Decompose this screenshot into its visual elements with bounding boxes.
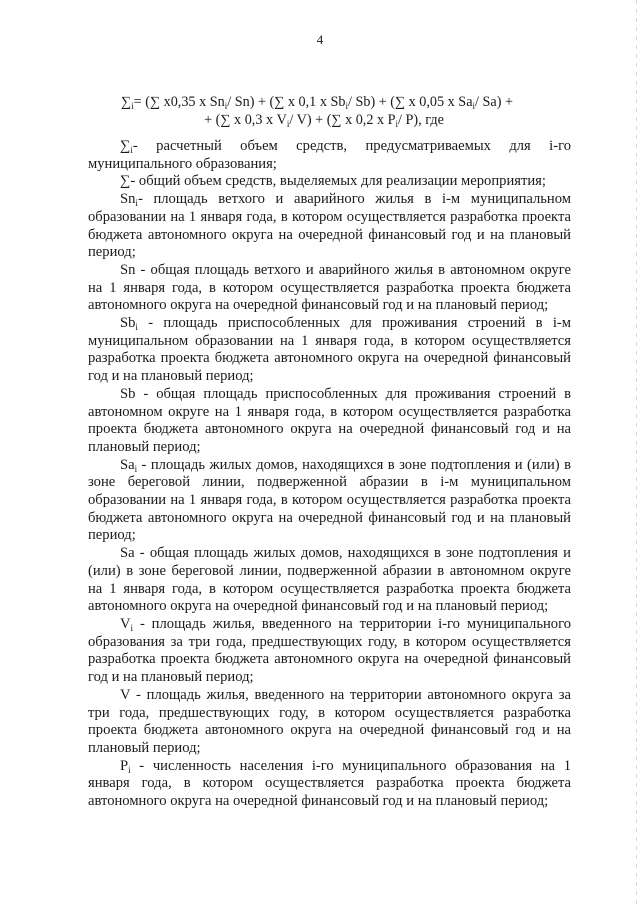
page-edge-mark — [636, 0, 637, 905]
definition-paragraph: $Sa_i$ - площадь жилых домов, находящихся в зоне подтопления и (или) в зоне береговой линии, подверженной абразии в i-м муниципальном образовании на 1 января года, в котором осуществляется разработка проекта бюджета автономного округа на очередной финансовый год и на плановый период; — [88, 456, 571, 544]
page-number: 4 — [316, 32, 324, 47]
definition-paragraph: Sn - общая площадь ветхого и аварийного жилья в автономном округе на 1 января года, в котором осуществляется разработка проекта бюджета автономного округа на очередной финансовый год и на плановый период; — [88, 261, 571, 314]
definition-paragraph: Sb - общая площадь приспособленных для проживания строений в автономном округе на 1 января года, в котором осуществляется разработка проекта бюджета автономного округа на очередной финансовый год и на плановый период; — [88, 385, 571, 455]
definition-paragraph: V - площадь жилья, введенного на территории автономного округа за три года, предшествующих году, в котором осуществляется разработка проекта бюджета автономного округа на очередной финансовый год и на плановый период; — [88, 686, 571, 756]
definition-paragraph: $V_i$ - площадь жилья, введенного на территории i-го муниципального образования за три года, предшествующих году, в котором осуществляется разработка проекта бюджета автономного округа на очередной финансовый год и на плановый период; — [88, 615, 571, 686]
formula-line-2: + (∑ х 0,3 х $V_i/$ V) + (∑ х 0,2 х $P_i/$ P), где — [204, 112, 444, 129]
definition-paragraph: $P_i$ - численность населения i-го муниципального образования на 1 января года, в котором осуществляется разработка проекта бюджета автономного округа на очередной финансовый год и на плановый период; — [88, 757, 571, 810]
definition-paragraph: $\sum_i-$ расчетный объем средств, предусматриваемых для i-го муниципального образования; — [88, 138, 571, 172]
definition-paragraph: ∑- общий объем средств, выделяемых для реализации мероприятия; — [120, 173, 546, 190]
definition-paragraph: $Sb_i$ - площадь приспособленных для проживания строений в i-м муниципальном образовании на 1 января года, в котором осуществляется разработка проекта бюджета автономного округа на очередной финансовый год и на плановый период; — [88, 315, 571, 385]
definitions-text — [88, 138, 571, 811]
definition-paragraph: $Sn_i-$ площадь ветхого и аварийного жилья в i-м муниципальном образовании на 1 января года, в котором осуществляется разработка проекта бюджета автономного округа на очередной финансовый год и на плановый период; — [88, 191, 571, 261]
formula-line-1: $\sum_i=$ (∑ х0,35 х $Sn_i/$ Sn) + (∑ х 0,1 х $Sb_i/$ Sb) + (∑ х 0,05 х $Sa_i/$ Sa) + — [121, 94, 513, 111]
definition-paragraph: Sa - общая площадь жилых домов, находящихся в зоне подтопления и (или) в зоне береговой линии, подверженной абразии в автономном округе на 1 января года, в котором осуществляется разработка проекта бюджета автономного округа на очередной финансовый год и на плановый период; — [88, 545, 571, 615]
